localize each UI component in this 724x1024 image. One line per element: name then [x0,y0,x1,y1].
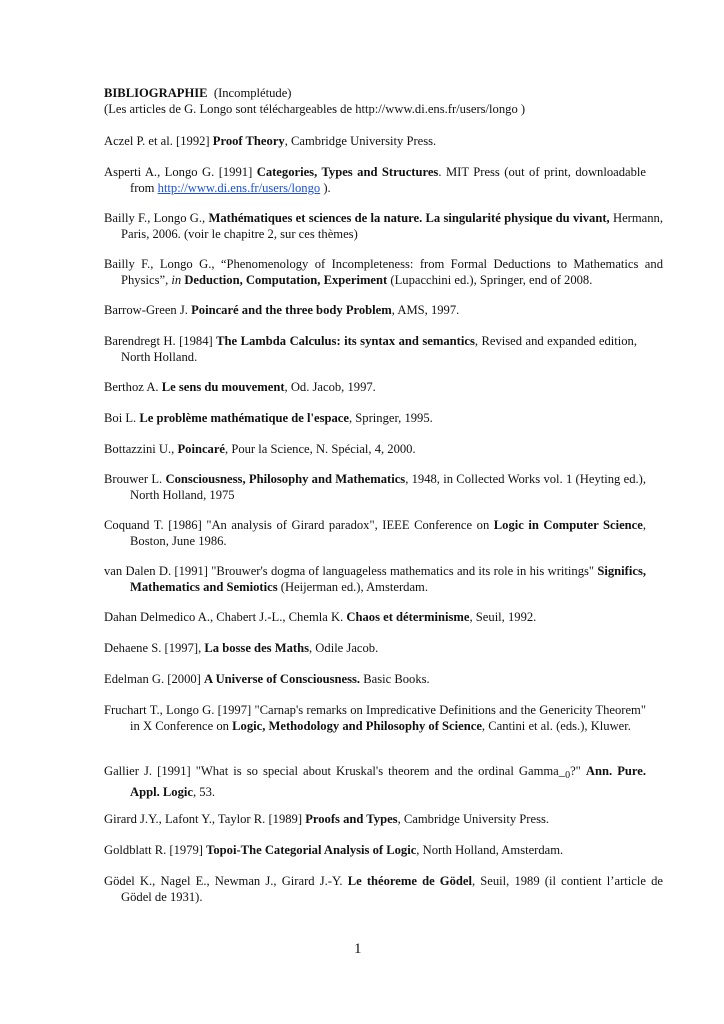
bib-entry: Bottazzini U., Poincaré, Pour la Science, N. Spécial, 4, 2000. [104,442,416,456]
bib-entry: Fruchart T., Longo G. [1997] "Carnap's remarks on Impredicative Definitions and the Genericity Theorem" in X Conference on Logic, Methodology and Philosophy of Science, Cantini et al. (eds.), Kluwer. [104,703,646,733]
bib-entry: Goldblatt R. [1979] Topoi-The Categorial Analysis of Logic, North Holland, Amsterdam. [104,843,564,857]
bibliography-subtitle: (Incomplétude) [213,86,292,100]
download-note: (Les articles de G. Longo sont téléchargeables de http://www.di.ens.fr/users/longo ) [104,102,526,116]
bibliography-title: BIBLIOGRAPHIE [104,86,208,100]
page-number: 1 [354,941,362,957]
bib-entry: Barrow-Green J. Poincaré and the three body Problem, AMS, 1997. [104,303,460,317]
bib-entry: Coquand T. [1986] "An analysis of Girard paradox", IEEE Conference on Logic in Computer Science, Boston, June 1986. [104,518,646,548]
bib-entry: Bailly F., Longo G., Mathématiques et sciences de la nature. La singularité physique du vivant, Hermann, Paris, 2006. (voir le chapitre 2, sur ces thèmes) [104,211,663,241]
bib-entry: Gallier J. [1991] "What is so special about Kruskal's theorem and the ordinal $Gamma\__0$?" Ann. Pure. Appl. Logic, 53. [104,764,646,799]
bib-entry: Aczel P. et al. [1992] Proof Theory, Cambridge University Press. [104,134,437,148]
bib-entry: Barendregt H. [1984] The Lambda Calculus: its syntax and semantics, Revised and expanded edition, North Holland. [104,334,637,364]
bib-entry: van Dalen D. [1991] "Brouwer's dogma of languageless mathematics and its role in his writings" Significs, Mathematics and Semiotics (Heijerman ed.), Amsterdam. [104,564,646,594]
bib-entry: Gödel K., Nagel E., Newman J., Girard J.-Y. Le théoreme de Gödel, Seuil, 1989 (il contient l’article de Gödel de 1931). [104,874,663,904]
bib-entry: Dahan Delmedico A., Chabert J.-L., Chemla K. Chaos et déterminisme, Seuil, 1992. [104,610,537,624]
bib-entry: Bailly F., Longo G., “Phenomenology of Incompleteness: from Formal Deductions to Mathematics and Physics”, in Deduction, Computation, Experiment (Lupacchini ed.), Springer, end of 2008. [104,257,663,287]
bib-entry: Dehaene S. [1997], La bosse des Maths, Odile Jacob. [104,641,379,655]
bib-entry: Edelman G. [2000] A Universe of Consciousness. Basic Books. [104,672,430,686]
bib-entry: Brouwer L. Consciousness, Philosophy and Mathematics, 1948, in Collected Works vol. 1 (Heyting ed.), North Holland, 1975 [104,472,646,502]
bib-entry: Asperti A., Longo G. [1991] Categories, Types and Structures. MIT Press (out of print, downloadable from http://www.di.ens.fr/users/longo ). [104,165,646,195]
bib-entry: Girard J.Y., Lafont Y., Taylor R. [1989] Proofs and Types, Cambridge University Press. [104,812,550,826]
download-link[interactable]: http://www.di.ens.fr/users/longo [157,181,321,195]
bib-entry: Berthoz A. Le sens du mouvement, Od. Jacob, 1997. [104,380,376,394]
bibliography-header [104,85,664,101]
bib-entry: Boi L. Le problème mathématique de l'espace, Springer, 1995. [104,411,433,425]
